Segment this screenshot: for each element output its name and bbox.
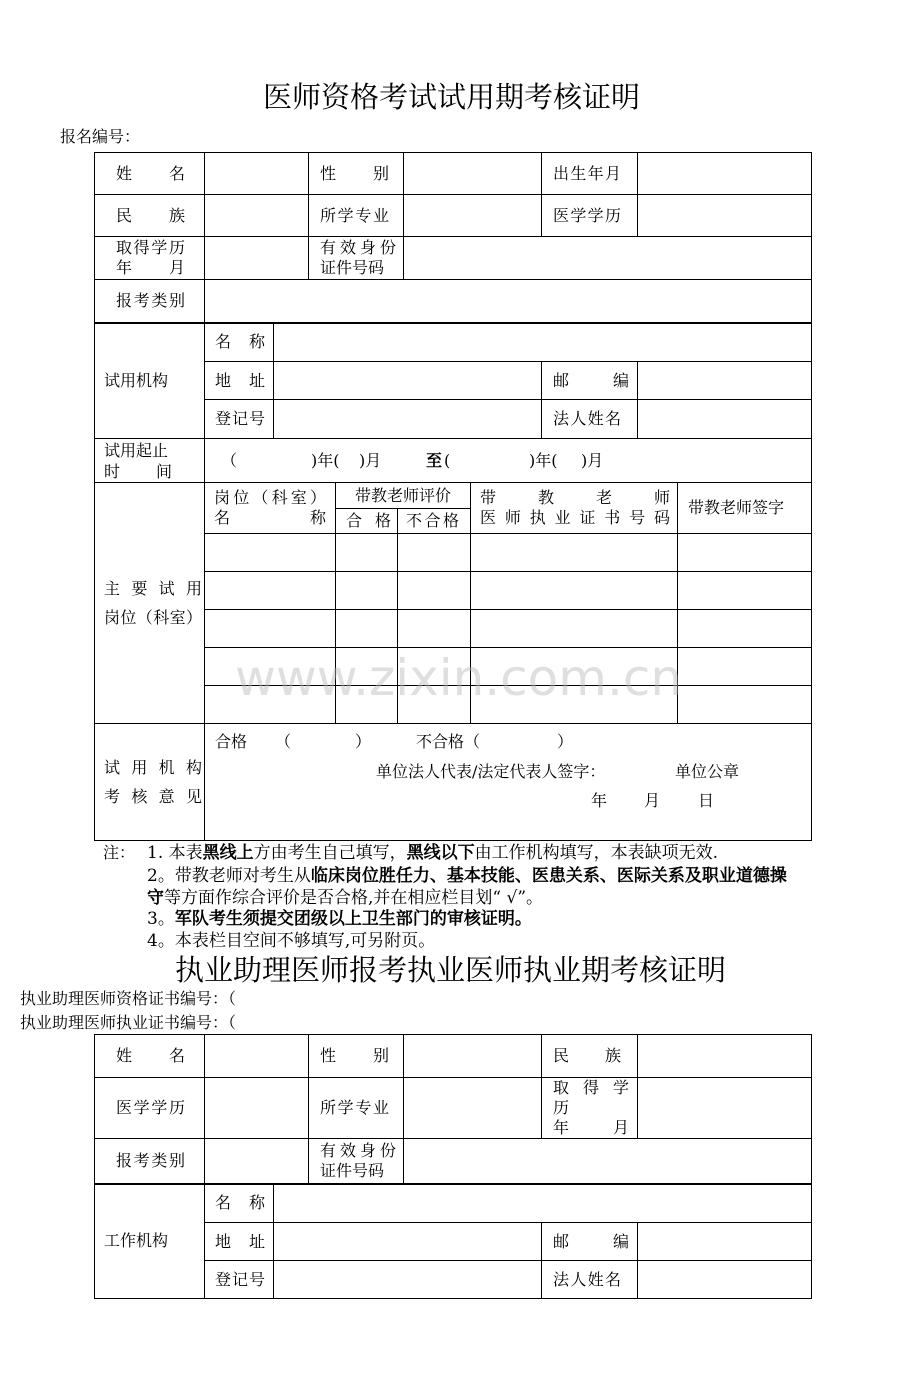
name-value-cell [205,153,309,195]
ethnicity-label-cell [95,195,205,237]
row-degree-date-id [95,237,812,280]
posts-label-line2: 岗位（科室） [104,608,202,627]
f2-id-value-cell [404,1139,812,1184]
note-1-part-1: 1. 本表 [147,843,203,863]
probation-form-table [94,152,812,841]
fail-cell [398,648,471,686]
opinion-value-box [205,724,811,840]
f2-category-label: 报考类别 [116,1150,185,1170]
f2-legal-person-label-cell [542,1261,638,1299]
f2-degree-value-cell [205,1078,309,1139]
legal-person-label-cell [542,400,638,439]
note-1-part-2: 黑线上 [202,843,254,863]
pass-cell [336,648,398,686]
degree-date-value-cell [205,237,309,280]
dept-cell [205,534,336,572]
row-category-id [95,1139,812,1184]
postcode-label-cell [542,362,638,400]
cert-header-line1: 带 教 老 师 [480,488,670,507]
gender-value-cell [404,153,542,195]
fail-header-cell [398,509,471,534]
dept-header-line2: 名 称 [214,508,326,527]
period-value-box [205,439,811,482]
row-degree-major-date [95,1078,812,1139]
note-1-part-4: 黑线以下 [406,843,475,863]
degree-label: 医学学历 [553,205,621,225]
f2-degree-date-label-line2: 年 月 [553,1118,629,1137]
pass-cell [336,610,398,648]
id-label-line1: 有效身份 [320,238,396,257]
f2-ethnicity-label: 民 族 [553,1046,621,1065]
category-value-cell [205,280,812,323]
signature-header-cell [678,483,812,534]
id-value-cell [404,237,812,280]
f2-reg-no-label: 登记号 [215,1269,265,1289]
note-4-part-2: 军队考生须提交团级以上卫生部门的审核证明。 [174,909,532,929]
legal-person-value-cell [638,400,812,439]
row-institution-name [95,323,812,362]
signature-cell [678,572,812,610]
pass-header-cell [336,509,398,534]
cert-cell [471,648,678,686]
f2-degree-label-cell [95,1078,205,1139]
f2-legal-person-value-cell [638,1261,812,1299]
address-label-cell [205,362,274,400]
birth-label-cell [542,153,638,195]
signature-header: 带教老师签字 [688,498,785,517]
registration-number-label: 报名编号： [60,127,141,146]
f2-reg-no-label-cell [205,1261,274,1299]
note-1-part-3: 方由考生自己填写， [253,843,407,863]
f2-category-value-cell [205,1139,309,1184]
f2-ethnicity-value-cell [638,1035,812,1078]
signature-cell [678,610,812,648]
f2-address-label-cell [205,1223,274,1261]
row-name-gender-ethnicity [95,1035,812,1078]
f2-postcode-label: 邮 编 [553,1231,629,1251]
period-year-1: )年( [311,451,340,470]
degree-value-cell [638,195,812,237]
reg-no-label-cell [205,400,274,439]
degree-date-label-line2: 年 月 [116,258,185,277]
note-3-part-1: 守 [147,888,164,908]
signature-cell [678,686,812,724]
note-line-3 [147,888,543,908]
pass-header: 合 格 [346,511,391,530]
opinion-label-line1: 试 用 机 构 [104,758,202,777]
note-line-2 [147,866,787,886]
cert-cell [471,686,678,724]
ethnicity-value-cell [205,195,309,237]
f2-institution-label-cell [95,1184,205,1299]
f2-major-label: 所学专业 [320,1098,389,1117]
fail-cell [398,686,471,724]
practice-cert-label: 执业助理医师执业证书编号：（ [20,1013,237,1032]
note-2-part-1: 2。带教老师对考生从 [147,866,311,886]
fail-header: 不合格 [406,511,459,530]
evaluation-header-cell [336,483,471,509]
institution-name-label: 名 称 [215,332,265,352]
id-label-line2: 证件号码 [320,258,385,277]
pass-cell [336,534,398,572]
postcode-value-cell [638,362,812,400]
note-line-1 [147,843,718,863]
qualification-cert-label: 执业助理医师资格证书编号：（ [20,989,237,1008]
reg-no-value-cell [274,400,542,439]
id-label-cell [309,237,404,280]
practice-form-table [94,1034,812,1299]
note-4-part-1: 3。 [147,909,175,929]
f2-name-value-cell [205,1035,309,1078]
form1-title: 医师资格考试试用期考核证明 [263,80,641,114]
pass-cell [336,572,398,610]
ethnicity-label: 民 族 [116,205,185,225]
note-line-4 [147,909,532,929]
posts-label-line1: 主 要 试 用 [104,579,202,598]
period-year-2: )年( [529,451,558,470]
period-open-2: ( [444,451,451,470]
opinion-label-cell [95,724,205,841]
row-name-gender-birth [95,153,812,195]
f2-degree-date-label-cell [542,1078,638,1139]
f2-gender-label: 性 别 [320,1046,389,1065]
name-label: 姓 名 [116,163,185,183]
f2-gender-label-cell [309,1035,404,1078]
notes-prefix: 注： [103,843,136,862]
f2-address-label: 地 址 [215,1231,265,1251]
reg-no-label: 登记号 [215,409,265,428]
cert-header-line2: 医 师 执 业 证 书 号 码 [480,508,670,527]
evaluation-header: 带教老师评价 [354,485,451,505]
major-label: 所学专业 [320,205,389,225]
posts-label-cell [95,483,205,724]
note-3-part-2: 等方面作综合评价是否合格,并在相应栏目划“ √”。 [164,888,544,908]
degree-date-label-line1: 取得学历 [116,238,185,257]
f2-degree-date-value-cell [638,1078,812,1139]
cert-cell [471,572,678,610]
f2-name-label: 姓 名 [116,1046,185,1065]
f2-institution-name-label-cell [205,1184,274,1223]
signature-cell [678,534,812,572]
f2-institution-name-label: 名 称 [215,1193,265,1213]
gender-label-cell [309,153,404,195]
f2-postcode-label-cell [542,1223,638,1261]
f2-id-label-line2: 证件号码 [320,1160,385,1180]
f2-id-label-cell [309,1139,404,1184]
period-label-cell [95,439,205,483]
f2-degree-date-label-line1: 取 得 学 历 [553,1078,629,1117]
period-to: 至 [426,451,443,470]
f2-institution-name-value-cell [274,1184,812,1223]
dept-header-line1: 岗位（科室） [214,488,326,507]
period-month-2: )月 [581,451,604,470]
f2-postcode-value-cell [638,1223,812,1261]
watermark: www.zixin.com.cn [235,649,683,707]
f2-id-label-line1: 有效身份 [320,1140,396,1160]
opinion-month: 月 [644,791,661,810]
period-month-1: )月 [359,451,382,470]
category-label-cell [95,280,205,323]
f2-degree-label: 医学学历 [116,1098,185,1117]
opinion-pass-open: （ [275,732,292,751]
opinion-seal: 单位公章 [675,762,740,781]
cert-cell [471,610,678,648]
degree-label-cell [542,195,638,237]
address-value-cell [274,362,542,400]
opinion-label-line2: 考 核 意 见 [104,787,202,806]
f2-legal-person-label: 法人姓名 [553,1269,621,1289]
major-value-cell [404,195,542,237]
f2-name-label-cell [95,1035,205,1078]
dept-cell [205,648,336,686]
f2-institution-label: 工作机构 [104,1231,169,1251]
opinion-value-cell [205,724,812,841]
gender-label: 性 别 [320,163,389,183]
row-category [95,280,812,323]
category-label: 报考类别 [116,290,185,310]
birth-label: 出生年月 [553,163,621,183]
name-label-cell [95,153,205,195]
fail-cell [398,534,471,572]
fail-cell [398,572,471,610]
postcode-label: 邮 编 [553,370,629,390]
f2-major-label-cell [309,1078,404,1139]
form2-title: 执业助理医师报考执业医师执业期考核证明 [175,953,727,987]
dept-cell [205,610,336,648]
f2-gender-value-cell [404,1035,542,1078]
opinion-fail-close: ） [557,732,574,751]
period-open-1: （ [221,451,238,470]
institution-label: 试用机构 [104,370,169,390]
institution-name-label-cell [205,323,274,362]
signature-cell [678,648,812,686]
opinion-pass-close: ） [355,732,372,751]
cert-header-cell [471,483,678,534]
note-line-5: 4。本表栏目空间不够填写,可另附页。 [147,931,436,951]
f2-address-value-cell [274,1223,542,1261]
note-1-part-5: 由工作机构填写，本表缺项无效. [474,843,719,863]
institution-label-cell [95,323,205,439]
legal-person-label: 法人姓名 [553,409,621,428]
birth-value-cell [638,153,812,195]
major-label-cell [309,195,404,237]
dept-cell [205,686,336,724]
opinion-day: 日 [698,791,715,810]
row-ethnicity-major-degree [95,195,812,237]
degree-date-label-cell [95,237,205,280]
row-opinion [95,724,812,841]
f2-ethnicity-label-cell [542,1035,638,1078]
opinion-fail: 不合格（ [416,732,481,751]
opinion-signature: 单位法人代表/法定代表人签字： [376,762,606,781]
f2-reg-no-value-cell [274,1261,542,1299]
row-work-institution-name [95,1184,812,1223]
address-label: 地 址 [215,370,265,390]
period-label-line1: 试用起止 [104,440,169,460]
opinion-pass: 合格 [215,732,248,751]
fail-cell [398,610,471,648]
note-2-part-2: 临床岗位胜任力、基本技能、医患关系、医际关系及职业道德操 [310,866,787,886]
row-probation-period [95,439,812,483]
f2-category-label-cell [95,1139,205,1184]
f2-major-value-cell [404,1078,542,1139]
pass-cell [336,686,398,724]
period-value-cell [205,439,812,483]
period-label-line2: 时 间 [104,461,172,481]
dept-cell [205,572,336,610]
opinion-year: 年 [591,791,608,810]
row-posts-header-top [95,483,812,509]
institution-name-value-cell [274,323,812,362]
dept-header-cell [205,483,336,534]
cert-cell [471,534,678,572]
